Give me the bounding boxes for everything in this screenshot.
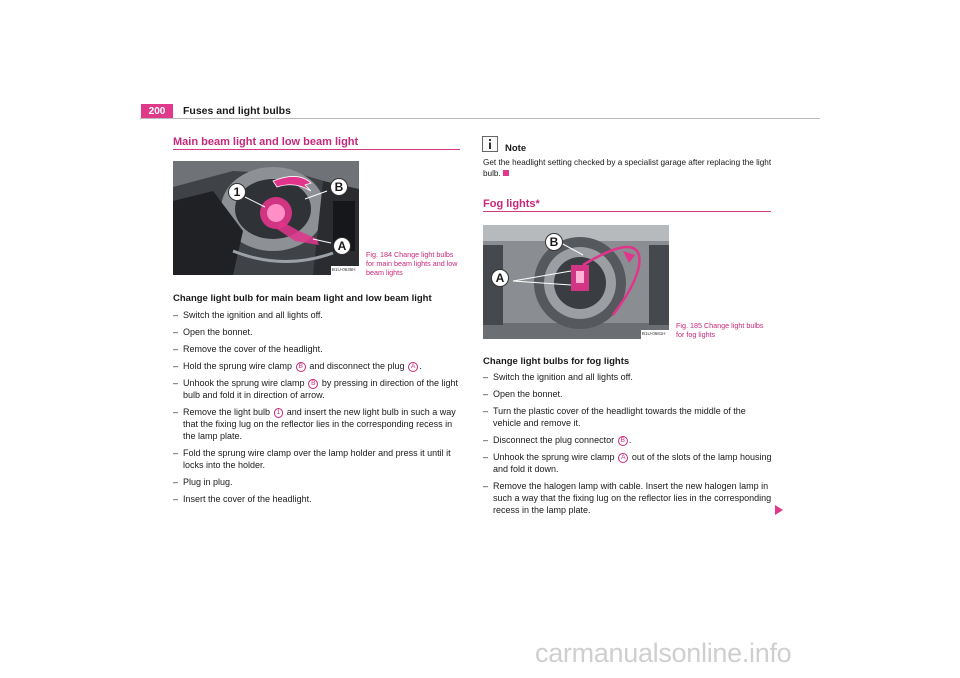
section-rule xyxy=(173,149,460,150)
step-item: – Plug in plug. xyxy=(173,476,463,488)
figure-code: B1U-0635H xyxy=(332,267,356,272)
end-of-section-mark xyxy=(503,170,509,176)
step-item: – Turn the plastic cover of the headlight towards the middle of the vehicle and remove it. xyxy=(483,405,773,429)
header-rule xyxy=(140,118,820,119)
step-item: – Disconnect the plug connector B . xyxy=(483,434,773,446)
ref-tag: 1 xyxy=(274,408,284,418)
ref-tag: B xyxy=(296,362,306,372)
steps-list-fog-lights xyxy=(483,371,773,521)
callout-a: A xyxy=(333,237,351,255)
callout-b: B xyxy=(545,233,563,251)
ref-tag: A xyxy=(408,362,418,372)
subheading-fog-lights: Change light bulbs for fog lights xyxy=(483,356,630,367)
figure-185-caption: Fig. 185 Change light bulbs for fog lights xyxy=(676,321,764,339)
callout-a: A xyxy=(491,269,509,287)
page-number: 200 xyxy=(141,104,173,119)
step-item: – Hold the sprung wire clamp B and disconnect the plug A . xyxy=(173,360,463,372)
step-item: – Unhook the sprung wire clamp A out of the slots of the lamp housing and fold it down. xyxy=(483,451,773,475)
callout-1: 1 xyxy=(228,183,246,201)
ref-tag: A xyxy=(618,453,628,463)
watermark: carmanualsonline.info xyxy=(535,638,792,668)
note-icon xyxy=(482,136,498,152)
figure-184-caption: Fig. 184 Change light bulbs for main beam lights and low beam lights xyxy=(366,250,458,277)
step-item: – Remove the cover of the headlight. xyxy=(173,343,463,355)
section-rule xyxy=(483,211,771,212)
step-item: – Fold the sprung wire clamp over the lamp holder and press it until it locks into the holder. xyxy=(173,447,463,471)
running-title: Fuses and light bulbs xyxy=(183,105,291,117)
step-item: – Open the bonnet. xyxy=(173,326,463,338)
ref-tag: B xyxy=(308,379,318,389)
steps-list-main-beam xyxy=(173,309,463,510)
step-item: – Open the bonnet. xyxy=(483,388,773,400)
callout-b: B xyxy=(330,178,348,196)
figure-184-photo xyxy=(173,161,359,275)
figure-code: B1U-0681H xyxy=(642,331,666,336)
step-item: – Unhook the sprung wire clamp B by pressing in direction of the light bulb and fold it in direction of arrow. xyxy=(173,377,463,401)
step-item: – Remove the halogen lamp with cable. Insert the new halogen lamp in such a way that the fixing lug on the reflector lies in the corresponding recess in the lamp plate. xyxy=(483,480,773,516)
step-item: – Switch the ignition and all lights off. xyxy=(483,371,773,383)
section-title-fog-lights: Fog lights* xyxy=(483,198,540,210)
step-item: – Switch the ignition and all lights off. xyxy=(173,309,463,321)
step-item: – Remove the light bulb 1 and insert the new light bulb in such a way that the fixing lug on the reflector lies in the corresponding recess in the lamp plate. xyxy=(173,406,463,442)
subheading-main-beam: Change light bulb for main beam light and low beam light xyxy=(173,293,432,304)
note-text: Get the headlight setting checked by a specialist garage after replacing the light bulb. xyxy=(483,158,772,178)
section-title-main-beam: Main beam light and low beam light xyxy=(173,136,359,148)
figure-185-photo xyxy=(483,225,669,339)
note-label: Note xyxy=(505,143,527,154)
step-item: – Insert the cover of the headlight. xyxy=(173,493,463,505)
continue-arrow-icon[interactable] xyxy=(775,505,783,515)
ref-tag: B xyxy=(618,436,628,446)
